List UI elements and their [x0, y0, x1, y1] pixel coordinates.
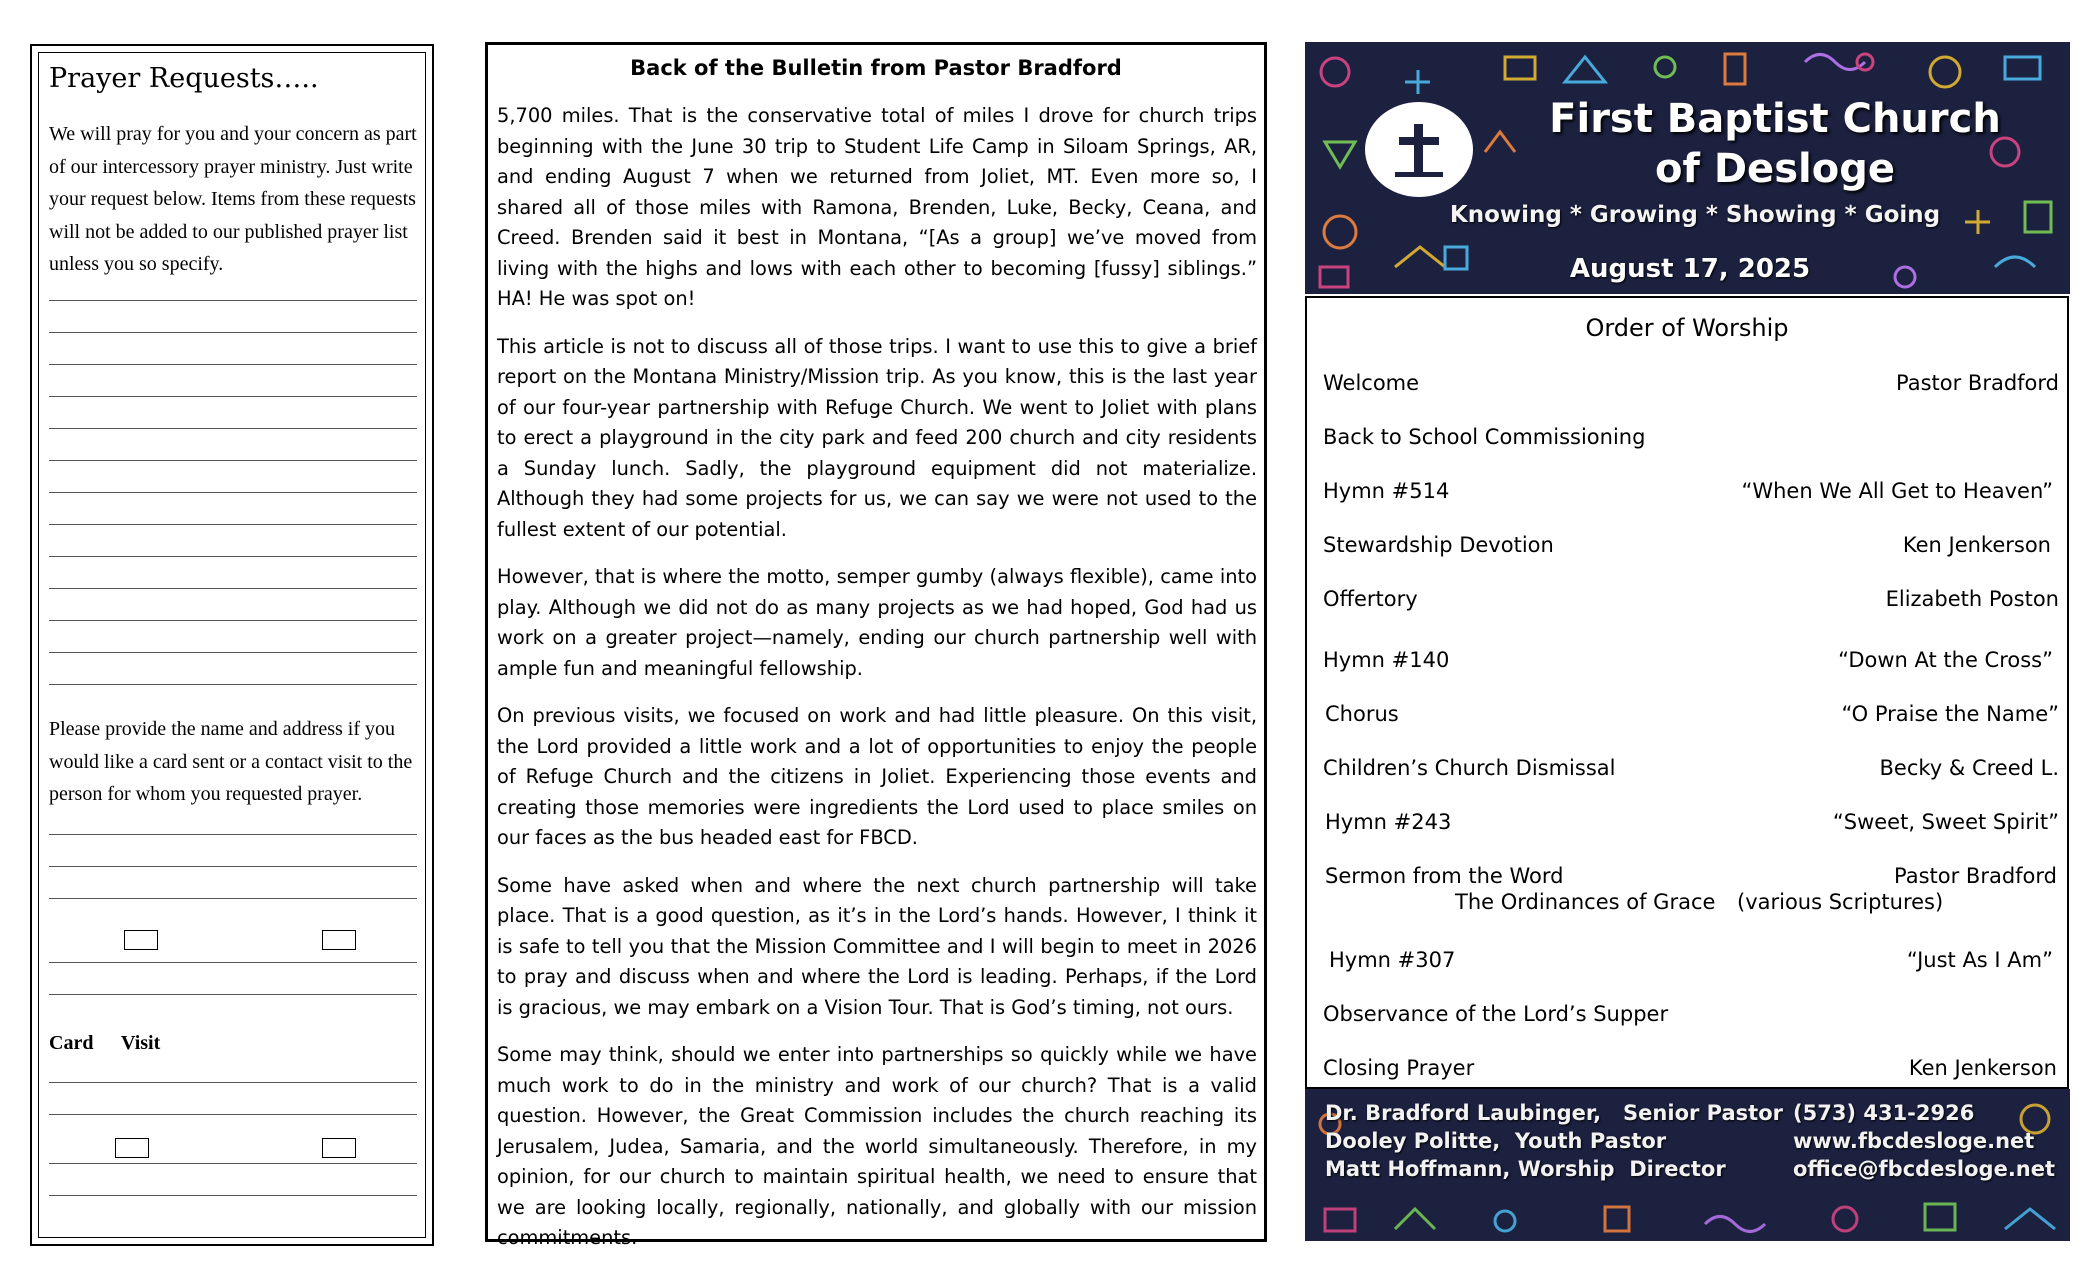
card-label: Card	[49, 1032, 94, 1054]
prayer-request-intro: We will pray for you and your concern as part of our intercessory prayer ministry. Just write your request below. Items from these requests will not be added to our published prayer list unless you so specify.	[49, 123, 417, 275]
write-line[interactable]	[49, 396, 417, 397]
article-paragraph: However, that is where the motto, semper gumby (always flexible), came into play. Although we did not do as many projects as we had hoped, God had us work on a greater project—namely, ending our church partnership well with ample fun and meaningful fellowship.	[497, 565, 1257, 680]
staff-line: Matt Hoffmann, Worship Director	[1325, 1157, 1726, 1181]
church-website[interactable]: www.fbcdesloge.net	[1793, 1129, 2035, 1153]
worship-item	[1323, 756, 2059, 786]
worship-item	[1323, 1056, 2059, 1086]
worship-item-name: Hymn #140	[1323, 648, 1450, 672]
cross-logo-icon	[1365, 102, 1473, 197]
write-line[interactable]	[49, 898, 417, 899]
church-name-line-2: of Desloge	[1655, 146, 1895, 192]
prayer-request-title: Prayer Requests…..	[49, 63, 319, 94]
write-line[interactable]	[49, 994, 417, 995]
article-paragraph: On previous visits, we focused on work and had little pleasure. On this visit, the Lord provided a little work and a lot of opportunities to enjoy the people of Refuge Church and the citizens in Joliet. Experiencing those events and creating those memories were ingredients the Lord used to place smiles on our faces as the bus headed east for FBCD.	[497, 704, 1257, 849]
worship-item	[1323, 479, 2059, 509]
write-line[interactable]	[49, 866, 417, 867]
worship-item	[1323, 425, 2059, 455]
church-name	[1505, 94, 2045, 194]
worship-item	[1323, 648, 2059, 678]
write-line[interactable]	[49, 556, 417, 557]
write-line[interactable]	[49, 1082, 417, 1083]
write-line[interactable]	[49, 1163, 417, 1164]
checkbox[interactable]	[322, 930, 356, 950]
worship-item-name: Sermon from the Word	[1325, 864, 1564, 888]
worship-item-detail: “Sweet, Sweet Spirit”	[1832, 810, 2059, 834]
staff-line: Dooley Politte, Youth Pastor	[1325, 1129, 1667, 1153]
staff-contact-footer	[1305, 1089, 2070, 1241]
write-line[interactable]	[49, 962, 417, 963]
church-header-banner	[1305, 42, 2070, 294]
church-logo	[1365, 102, 1473, 197]
write-line[interactable]	[49, 492, 417, 493]
order-of-worship-title: Order of Worship	[1585, 314, 1789, 342]
write-line[interactable]	[49, 460, 417, 461]
church-email[interactable]: office@fbcdesloge.net	[1793, 1157, 2056, 1181]
worship-item-detail: Pastor Bradford	[1894, 864, 2057, 888]
write-line[interactable]	[49, 524, 417, 525]
visit-checkbox[interactable]	[322, 1138, 356, 1158]
church-phone: (573) 431-2926	[1793, 1101, 1975, 1125]
write-line[interactable]	[49, 1195, 417, 1196]
worship-item-detail: Elizabeth Poston	[1885, 587, 2059, 611]
worship-item-detail: “When We All Get to Heaven”	[1741, 479, 2053, 503]
write-line[interactable]	[49, 652, 417, 653]
worship-item-detail: Ken Jenkerson	[1908, 1056, 2057, 1080]
write-line[interactable]	[49, 588, 417, 589]
church-motto: Knowing * Growing * Showing * Going	[1449, 202, 1941, 228]
worship-item-name: Welcome	[1323, 371, 1420, 395]
sermon-scripture: (various Scriptures)	[1737, 890, 1944, 914]
staff-line: Dr. Bradford Laubinger, Senior Pastor	[1325, 1101, 1783, 1125]
prayer-request-inner-border	[38, 52, 426, 1238]
worship-item	[1323, 810, 2059, 840]
write-line[interactable]	[49, 428, 417, 429]
worship-item	[1323, 371, 2059, 401]
worship-item-detail: Ken Jenkerson	[1902, 533, 2051, 557]
card-checkbox[interactable]	[115, 1138, 149, 1158]
worship-item-name: Back to School Commissioning	[1323, 425, 1646, 449]
church-name-line-1: First Baptist Church	[1549, 96, 2001, 142]
sermon-title: The Ordinances of Grace	[1455, 890, 1716, 914]
article-paragraph: Some may think, should we enter into partnerships so quickly while we have much work to do in the ministry and work of our church? That is a valid question. However, the Great Commission includes the church reaching its Jerusalem, Judea, Samaria, and the world simultaneously. Therefore, in my opinion, for our church to maintain spiritual health, we need to ensure that we are looking locally, regionally, nationally, and globally with our mission commitments.	[497, 1043, 1257, 1249]
write-line[interactable]	[49, 364, 417, 365]
worship-item	[1323, 1002, 2059, 1032]
write-line[interactable]	[49, 1114, 417, 1115]
article-paragraph: 5,700 miles. That is the conservative total of miles I drove for church trips beginning with the June 30 trip to Student Life Camp in Siloam Springs, AR, and ending August 7 when we returned from Joliet, MT. Even more so, I shared all of those miles with Ramona, Brenden, Luke, Becky, Ceana, and Creed. Brenden said it best in Montana, “[As a group] we’ve moved from living with the highs and lows with each other to becoming [fussy] siblings.” HA! He was spot on!	[497, 104, 1257, 310]
pastor-article	[485, 42, 1267, 1249]
contact-request-text: Please provide the name and address if you would like a card sent or a contact visit to the person for whom you requested prayer.	[49, 718, 413, 805]
worship-item	[1323, 533, 2059, 563]
write-line[interactable]	[49, 620, 417, 621]
write-line[interactable]	[49, 300, 417, 301]
write-line[interactable]	[49, 834, 417, 835]
worship-item-name: Stewardship Devotion	[1323, 533, 1554, 557]
worship-item-name: Observance of the Lord’s Supper	[1323, 1002, 1669, 1026]
worship-item-name: Chorus	[1325, 702, 1399, 726]
worship-item-name: Hymn #307	[1329, 948, 1456, 972]
worship-item-detail: Pastor Bradford	[1896, 371, 2059, 395]
worship-item-name: Closing Prayer	[1323, 1056, 1475, 1080]
write-line[interactable]	[49, 332, 417, 333]
checkbox[interactable]	[124, 930, 158, 950]
order-of-worship	[1305, 296, 2069, 1089]
worship-item	[1323, 948, 2059, 978]
worship-item-detail: “O Praise the Name”	[1841, 702, 2059, 726]
worship-item	[1323, 587, 2059, 617]
worship-item-name: Hymn #514	[1323, 479, 1450, 503]
article-paragraph: Some have asked when and where the next church partnership will take place. That is a good question, as it’s in the Lord’s hands. However, I think it is safe to tell you that the Mission Committee and I will begin to meet in 2026 to pray and discuss when and where the Lord is leading. Perhaps, if the Lord is gracious, we may embark on a Vision Tour. That is God’s timing, not ours.	[497, 873, 1257, 1019]
article-paragraph: This article is not to discuss all of those trips. I want to use this to give a brief report on the Montana Ministry/Mission trip. As you know, this is the last year of our four-year partnership with Refuge Church. We went to Joliet with plans to erect a playground in the city park and feed 200 church and city residents a Sunday lunch. Sadly, the playground equipment did not materialize. Although they had some projects for us, we can say we were not used to the fullest extent of our potential.	[497, 334, 1257, 541]
worship-item-name: Hymn #243	[1325, 810, 1452, 834]
article-body	[497, 101, 1257, 1271]
worship-item-detail: “Down At the Cross”	[1838, 648, 2053, 672]
visit-label: Visit	[121, 1032, 161, 1054]
worship-item-detail: Becky & Creed L.	[1879, 756, 2059, 780]
bulletin-date: August 17, 2025	[1569, 254, 1811, 284]
worship-item-name: Offertory	[1323, 587, 1418, 611]
worship-item-detail: “Just As I Am”	[1906, 948, 2053, 972]
write-line[interactable]	[49, 684, 417, 685]
prayer-request-panel	[30, 44, 434, 1246]
worship-item	[1323, 702, 2059, 732]
article-title: Back of the Bulletin from Pastor Bradford	[630, 56, 1122, 80]
worship-item-name: Children’s Church Dismissal	[1323, 756, 1616, 780]
